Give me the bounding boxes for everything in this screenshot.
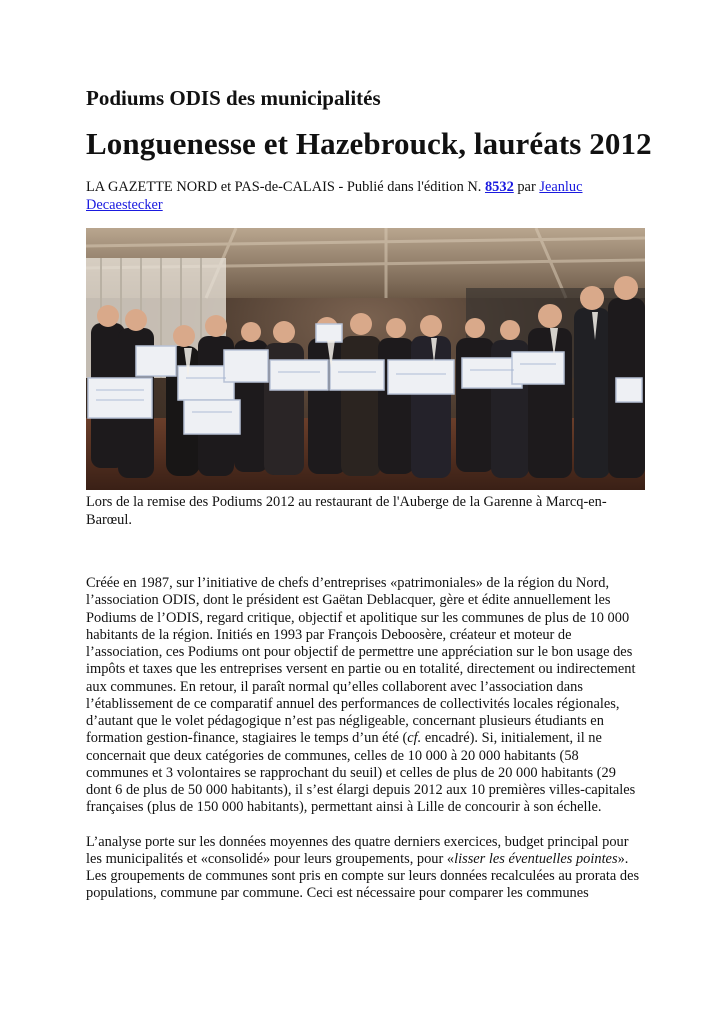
certificate [224, 350, 268, 382]
certificate [88, 378, 152, 418]
ceremony-photo-drawing [86, 228, 645, 490]
certificate [616, 378, 642, 402]
certificate [136, 346, 176, 376]
paragraph-emphasis: lisser les éventuelles pointes [454, 850, 618, 867]
certificate [330, 360, 384, 390]
paragraph-emphasis: cf. [407, 730, 422, 747]
paragraph [86, 575, 642, 817]
byline-by: par [513, 179, 540, 195]
paragraph-text: L’analyse porte sur les données moyennes des quatre derniers exercices, budget principal pour les municipalités et «consolidé» pour leurs groupements, pour « [86, 833, 629, 867]
certificate [270, 360, 328, 390]
certificate [512, 352, 564, 384]
author-link[interactable]: Jeanluc Decaestecker [86, 179, 583, 213]
article-body [86, 575, 642, 920]
byline [86, 178, 642, 214]
article-kicker: Podiums ODIS des municipalités [86, 86, 381, 110]
paragraph [86, 834, 642, 903]
ceremony-photo [86, 228, 645, 490]
paragraph-text: ». Les groupements de communes sont pris en compte sur leurs données recalculées au prorata des populations, commune par commune. Ceci est nécessaire pour comparer les communes [86, 850, 640, 902]
certificate [184, 400, 240, 434]
paragraph-text: encadré). Si, initialement, il ne concernait que deux catégories de communes, celles de 10 000 à 20 000 habitants (58 communes et 3 volontaires se rapprochant du seuil) et celles de plus de 20 000 habitants (29 dont 6 de plus de 50 000 habitants), il s’est élargi depuis 2012 aux 10 premières villes-capitales françaises (plus de 150 000 habitants), permettant ainsi à Lille de concourir à son échelle. [86, 730, 636, 816]
byline-prefix: LA GAZETTE NORD et PAS-de-CALAIS - Publié dans l'édition N. [86, 179, 485, 195]
edition-link[interactable]: 8532 [484, 179, 514, 195]
certificate [388, 360, 454, 394]
photo-caption: Lors de la remise des Podiums 2012 au restaurant de l'Auberge de la Garenne à Marcq-en-Barœul. [86, 494, 607, 528]
certificate [316, 324, 342, 342]
article-headline: Longuenesse et Hazebrouck, lauréats 2012 [86, 126, 652, 161]
paragraph-text: Créée en 1987, sur l’initiative de chefs d’entreprises «patrimoniales» de la région du Nord, l’association ODIS, dont le président est Gaëtan Deblacquer, gère et édite annuellement les Podiums de l’ODIS, regard critique, objectif et apolitique sur les communes de plus de 10 000 habitants de la région. Initiés en 1993 par François Deboosère, créateur et moteur de l’association, ces Podiums ont pour objectif de permettre une appréciation sur le bon usage des impôts et taxes que les entreprises versent en partie ou en totalité, directement ou indirectement aux communes. En retour, il paraît normal qu’elles collaborent avec l’association dans l’établissement de ce comparatif annuel des performances de collectivités locales régionales, d’autant que le volet pédagogique n’est pas négligeable, concernant plusieurs étudiants en formation gestion-finance, stagiaires le temps d’un été ( [86, 575, 636, 747]
